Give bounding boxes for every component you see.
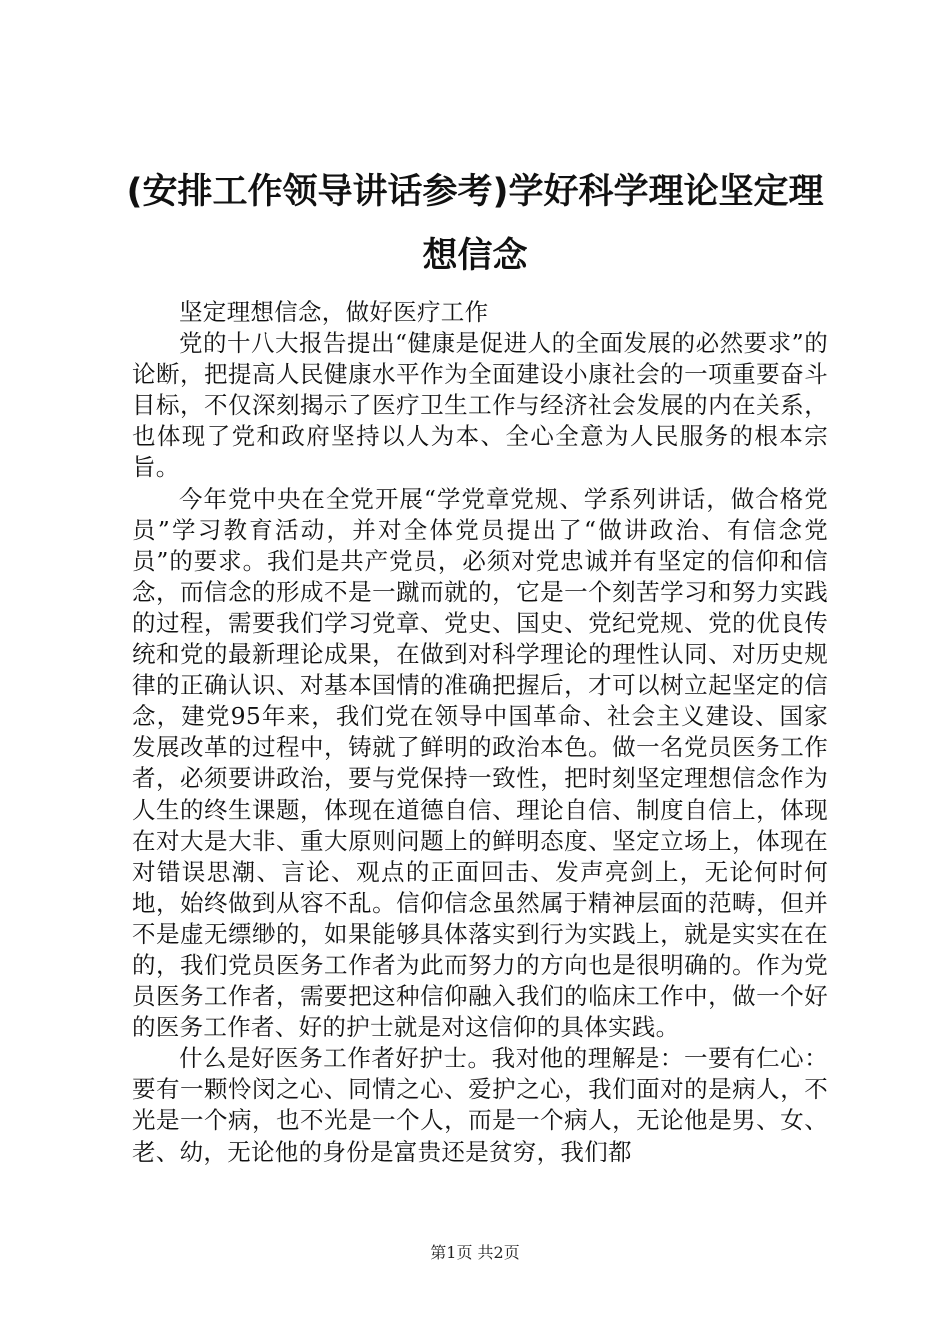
paragraph-subtitle: 坚定理想信念，做好医疗工作: [179, 298, 489, 326]
document-body: [132, 297, 828, 1168]
page-footer: 第1页 共2页: [430, 1243, 520, 1262]
document-title: (安排工作领导讲话参考)学好科学理论坚定理想信念: [126, 172, 824, 276]
paragraph-2: 今年党中央在全党开展“学党章党规、学系列讲话，做合格党员”学习教育活动，并对全体党员提出了“做讲政治、有信念党员”的要求。我们是共产党员，必须对党忠诚并有坚定的信仰和信念，而信念的形成不是一蹴而就的，它是一个刻苦学习和努力实践的过程，需要我们学习党章、党史、国史、党纪党规、党的优良传统和党的最新理论成果，在做到对科学理论的理性认同、对历史规律的正确认识、对基本国情的准确把握后，才可以树立起坚定的信念，建党95年来，我们党在领导中国革命、社会主义建设、国家发展改革的过程中，铸就了鲜明的政治本色。做一名党员医务工作者，必须要讲政治，要与党保持一致性，把时刻坚定理想信念作为人生的终生课题，体现在道德自信、理论自信、制度自信上，体现在对大是大非、重大原则问题上的鲜明态度、坚定立场上，体现在对错误思潮、言论、观点的正面回击、发声亮剑上，无论何时何地，始终做到从容不乱。信仰信念虽然属于精神层面的范畴，但并不是虚无缥缈的，如果能够具体落实到行为实践上，就是实实在在的，我们党员医务工作者为此而努力的方向也是很明确的。作为党员医务工作者，需要把这种信仰融入我们的临床工作中，做一个好的医务工作者、好的护士就是对这信仰的具体实践。: [132, 484, 828, 1042]
paragraph-3: 什么是好医务工作者好护士。我对他的理解是：一要有仁心：要有一颗怜闵之心、同情之心、爱护之心，我们面对的是病人，不光是一个病，也不光是一个人，而是一个病人，无论他是男、女、老、幼，无论他的身份是富贵还是贫穷，我们都: [132, 1044, 828, 1166]
paragraph-1: 党的十八大报告提出“健康是促进人的全面发展的必然要求”的论断，把提高人民健康水平作为全面建设小康社会的一项重要奋斗目标，不仅深刻揭示了医疗卫生工作与经济社会发展的内在关系，也体现了党和政府坚持以人为本、全心全意为人民服务的根本宗旨。: [132, 329, 828, 482]
